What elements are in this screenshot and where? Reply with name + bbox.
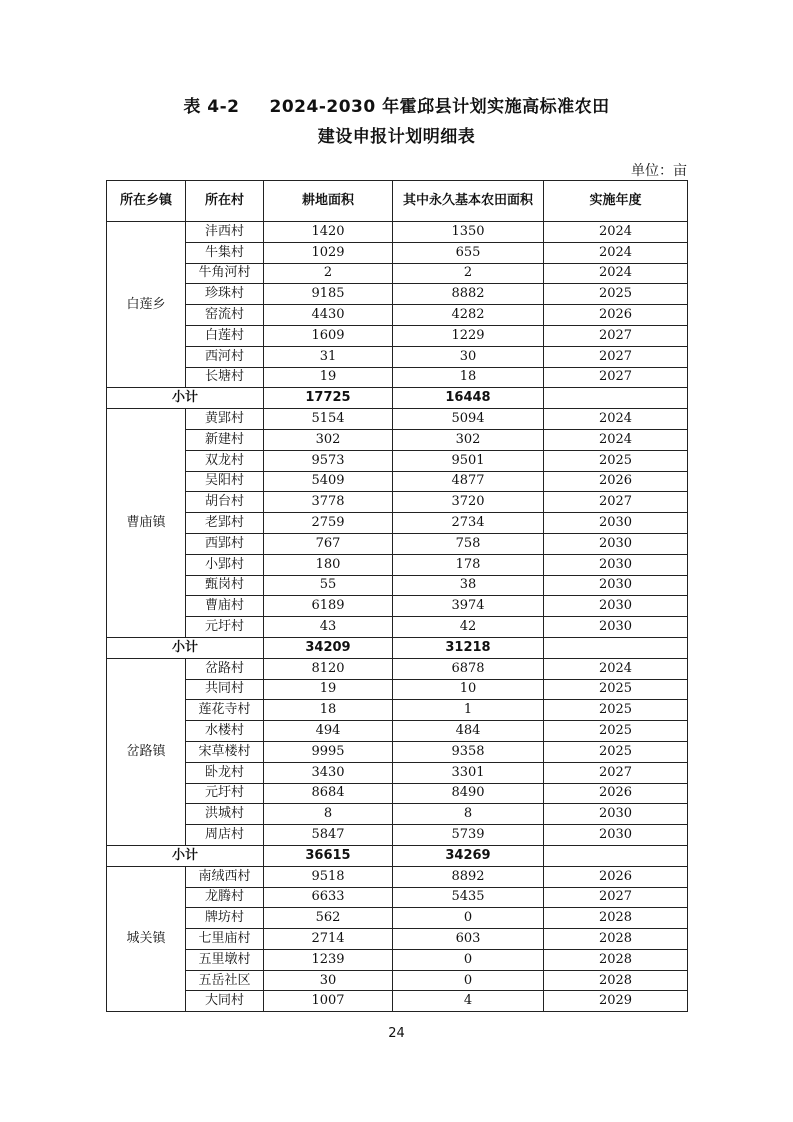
cell-year: 2027 (544, 887, 688, 908)
header-town: 所在乡镇 (107, 181, 186, 222)
cell-basic-farmland-area: 484 (393, 721, 544, 742)
subtotal-label: 小计 (107, 388, 264, 409)
table-title-text: 2024-2030 年霍邱县计划实施高标准农田 (269, 97, 610, 117)
cell-village: 五岳社区 (186, 970, 264, 991)
cell-year: 2025 (544, 721, 688, 742)
cell-village: 黄郢村 (186, 409, 264, 430)
cell-basic-farmland-area: 0 (393, 970, 544, 991)
cell-village: 吴阳村 (186, 471, 264, 492)
cell-year: 2030 (544, 617, 688, 638)
cell-village: 牌坊村 (186, 908, 264, 929)
cell-village: 元圩村 (186, 617, 264, 638)
cell-farmland-area: 1007 (264, 991, 393, 1012)
cell-year: 2027 (544, 346, 688, 367)
cell-basic-farmland-area: 178 (393, 554, 544, 575)
table-row (107, 575, 688, 596)
cell-basic-farmland-area: 302 (393, 429, 544, 450)
cell-village: 莲花寺村 (186, 700, 264, 721)
subtotal-year (544, 388, 688, 409)
cell-village: 窑流村 (186, 305, 264, 326)
cell-year: 2025 (544, 679, 688, 700)
table-header-row (107, 181, 688, 222)
cell-farmland-area: 9518 (264, 866, 393, 887)
table-title-line1 (0, 92, 793, 117)
subtotal-basic-farmland-area: 16448 (393, 388, 544, 409)
cell-village: 双龙村 (186, 450, 264, 471)
cell-farmland-area: 2 (264, 263, 393, 284)
header-implementation-year: 实施年度 (544, 181, 688, 222)
cell-village: 西河村 (186, 346, 264, 367)
cell-basic-farmland-area: 42 (393, 617, 544, 638)
table-row (107, 222, 688, 243)
cell-village: 岔路村 (186, 658, 264, 679)
table-row (107, 513, 688, 534)
subtotal-farmland-area: 17725 (264, 388, 393, 409)
cell-village: 共同村 (186, 679, 264, 700)
cell-farmland-area: 8 (264, 804, 393, 825)
cell-farmland-area: 5154 (264, 409, 393, 430)
table-row (107, 949, 688, 970)
table-row (107, 533, 688, 554)
table-row (107, 450, 688, 471)
cell-village: 大同村 (186, 991, 264, 1012)
table-row (107, 471, 688, 492)
cell-farmland-area: 562 (264, 908, 393, 929)
cell-village: 牛集村 (186, 242, 264, 263)
cell-village: 珍珠村 (186, 284, 264, 305)
table-row (107, 596, 688, 617)
cell-farmland-area: 1239 (264, 949, 393, 970)
cell-farmland-area: 767 (264, 533, 393, 554)
farmland-plan-table (106, 180, 688, 1012)
cell-farmland-area: 2714 (264, 929, 393, 950)
cell-village: 老郢村 (186, 513, 264, 534)
table-row (107, 825, 688, 846)
subtotal-label: 小计 (107, 637, 264, 658)
cell-farmland-area: 5409 (264, 471, 393, 492)
cell-year: 2028 (544, 929, 688, 950)
table-row (107, 367, 688, 388)
table-row (107, 804, 688, 825)
cell-village: 长塘村 (186, 367, 264, 388)
cell-basic-farmland-area: 9501 (393, 450, 544, 471)
header-basic-farmland-area: 其中永久基本农田面积 (393, 181, 544, 222)
cell-basic-farmland-area: 3720 (393, 492, 544, 513)
cell-village: 沣西村 (186, 222, 264, 243)
cell-farmland-area: 8684 (264, 783, 393, 804)
table-row (107, 242, 688, 263)
cell-basic-farmland-area: 1350 (393, 222, 544, 243)
cell-basic-farmland-area: 9358 (393, 741, 544, 762)
cell-basic-farmland-area: 30 (393, 346, 544, 367)
cell-farmland-area: 1609 (264, 325, 393, 346)
cell-village: 七里庙村 (186, 929, 264, 950)
cell-farmland-area: 31 (264, 346, 393, 367)
cell-town: 岔路镇 (107, 658, 186, 845)
cell-farmland-area: 43 (264, 617, 393, 638)
table-row (107, 658, 688, 679)
cell-farmland-area: 9995 (264, 741, 393, 762)
cell-basic-farmland-area: 0 (393, 908, 544, 929)
cell-town: 白莲乡 (107, 222, 186, 388)
table-row (107, 929, 688, 950)
subtotal-basic-farmland-area: 34269 (393, 845, 544, 866)
cell-year: 2028 (544, 970, 688, 991)
cell-basic-farmland-area: 5739 (393, 825, 544, 846)
cell-basic-farmland-area: 8882 (393, 284, 544, 305)
cell-year: 2028 (544, 908, 688, 929)
cell-farmland-area: 3778 (264, 492, 393, 513)
subtotal-farmland-area: 34209 (264, 637, 393, 658)
cell-village: 龙腾村 (186, 887, 264, 908)
cell-village: 白莲村 (186, 325, 264, 346)
cell-farmland-area: 6633 (264, 887, 393, 908)
cell-village: 洪城村 (186, 804, 264, 825)
cell-year: 2030 (544, 825, 688, 846)
cell-farmland-area: 19 (264, 679, 393, 700)
subtotal-row (107, 388, 688, 409)
table-row (107, 783, 688, 804)
cell-farmland-area: 4430 (264, 305, 393, 326)
cell-village: 西郢村 (186, 533, 264, 554)
cell-basic-farmland-area: 603 (393, 929, 544, 950)
subtotal-basic-farmland-area: 31218 (393, 637, 544, 658)
cell-year: 2026 (544, 866, 688, 887)
cell-year: 2027 (544, 492, 688, 513)
table-row (107, 762, 688, 783)
cell-town: 城关镇 (107, 866, 186, 1012)
cell-basic-farmland-area: 4877 (393, 471, 544, 492)
subtotal-farmland-area: 36615 (264, 845, 393, 866)
cell-village: 宋草楼村 (186, 741, 264, 762)
cell-village: 曹庙村 (186, 596, 264, 617)
table-row (107, 679, 688, 700)
cell-farmland-area: 55 (264, 575, 393, 596)
cell-village: 周店村 (186, 825, 264, 846)
cell-year: 2027 (544, 367, 688, 388)
table-row (107, 741, 688, 762)
cell-basic-farmland-area: 2734 (393, 513, 544, 534)
table-row (107, 409, 688, 430)
cell-village: 胡台村 (186, 492, 264, 513)
table-row (107, 970, 688, 991)
cell-farmland-area: 9573 (264, 450, 393, 471)
cell-village: 元圩村 (186, 783, 264, 804)
cell-town: 曹庙镇 (107, 409, 186, 638)
table-row (107, 325, 688, 346)
cell-village: 南绒西村 (186, 866, 264, 887)
table-row (107, 263, 688, 284)
cell-basic-farmland-area: 758 (393, 533, 544, 554)
cell-year: 2028 (544, 949, 688, 970)
cell-basic-farmland-area: 5435 (393, 887, 544, 908)
cell-basic-farmland-area: 6878 (393, 658, 544, 679)
cell-farmland-area: 9185 (264, 284, 393, 305)
table-row (107, 908, 688, 929)
cell-year: 2030 (544, 804, 688, 825)
cell-farmland-area: 494 (264, 721, 393, 742)
subtotal-label: 小计 (107, 845, 264, 866)
cell-year: 2030 (544, 596, 688, 617)
cell-year: 2030 (544, 513, 688, 534)
cell-farmland-area: 2759 (264, 513, 393, 534)
table-row (107, 305, 688, 326)
cell-basic-farmland-area: 1229 (393, 325, 544, 346)
table-row (107, 492, 688, 513)
cell-village: 牛角河村 (186, 263, 264, 284)
table-row (107, 284, 688, 305)
cell-basic-farmland-area: 8 (393, 804, 544, 825)
subtotal-row (107, 845, 688, 866)
cell-year: 2027 (544, 325, 688, 346)
cell-basic-farmland-area: 5094 (393, 409, 544, 430)
cell-year: 2024 (544, 263, 688, 284)
table-body (107, 222, 688, 1012)
cell-basic-farmland-area: 4282 (393, 305, 544, 326)
cell-village: 卧龙村 (186, 762, 264, 783)
table-row (107, 991, 688, 1012)
cell-basic-farmland-area: 4 (393, 991, 544, 1012)
cell-basic-farmland-area: 8892 (393, 866, 544, 887)
subtotal-row (107, 637, 688, 658)
cell-year: 2025 (544, 284, 688, 305)
cell-basic-farmland-area: 3974 (393, 596, 544, 617)
cell-year: 2024 (544, 658, 688, 679)
cell-basic-farmland-area: 18 (393, 367, 544, 388)
cell-village: 五里墩村 (186, 949, 264, 970)
cell-basic-farmland-area: 3301 (393, 762, 544, 783)
cell-village: 甄岗村 (186, 575, 264, 596)
cell-village: 小郢村 (186, 554, 264, 575)
cell-year: 2030 (544, 575, 688, 596)
cell-farmland-area: 180 (264, 554, 393, 575)
table-row (107, 429, 688, 450)
cell-basic-farmland-area: 0 (393, 949, 544, 970)
cell-year: 2026 (544, 305, 688, 326)
header-village: 所在村 (186, 181, 264, 222)
cell-year: 2030 (544, 554, 688, 575)
cell-farmland-area: 1029 (264, 242, 393, 263)
cell-year: 2025 (544, 700, 688, 721)
cell-year: 2024 (544, 429, 688, 450)
unit-label: 单位：亩 (631, 163, 687, 179)
table-row (107, 866, 688, 887)
cell-village: 新建村 (186, 429, 264, 450)
table-number: 表 4-2 (183, 97, 240, 117)
header-farmland-area: 耕地面积 (264, 181, 393, 222)
cell-year: 2029 (544, 991, 688, 1012)
cell-farmland-area: 30 (264, 970, 393, 991)
cell-basic-farmland-area: 2 (393, 263, 544, 284)
cell-basic-farmland-area: 38 (393, 575, 544, 596)
cell-farmland-area: 19 (264, 367, 393, 388)
cell-basic-farmland-area: 8490 (393, 783, 544, 804)
cell-farmland-area: 3430 (264, 762, 393, 783)
table-row (107, 721, 688, 742)
page-number: 24 (388, 1026, 405, 1041)
cell-year: 2024 (544, 409, 688, 430)
cell-farmland-area: 5847 (264, 825, 393, 846)
cell-basic-farmland-area: 1 (393, 700, 544, 721)
table-title-line2: 建设申报计划明细表 (317, 127, 476, 147)
cell-year: 2025 (544, 450, 688, 471)
subtotal-year (544, 845, 688, 866)
cell-farmland-area: 18 (264, 700, 393, 721)
table-row (107, 617, 688, 638)
cell-farmland-area: 302 (264, 429, 393, 450)
subtotal-year (544, 637, 688, 658)
cell-farmland-area: 1420 (264, 222, 393, 243)
cell-village: 水楼村 (186, 721, 264, 742)
cell-year: 2026 (544, 471, 688, 492)
table-row (107, 346, 688, 367)
cell-year: 2025 (544, 741, 688, 762)
cell-farmland-area: 8120 (264, 658, 393, 679)
cell-year: 2024 (544, 222, 688, 243)
cell-year: 2030 (544, 533, 688, 554)
cell-year: 2026 (544, 783, 688, 804)
cell-basic-farmland-area: 10 (393, 679, 544, 700)
cell-basic-farmland-area: 655 (393, 242, 544, 263)
table-row (107, 700, 688, 721)
cell-year: 2024 (544, 242, 688, 263)
table-row (107, 887, 688, 908)
cell-farmland-area: 6189 (264, 596, 393, 617)
cell-year: 2027 (544, 762, 688, 783)
table-row (107, 554, 688, 575)
